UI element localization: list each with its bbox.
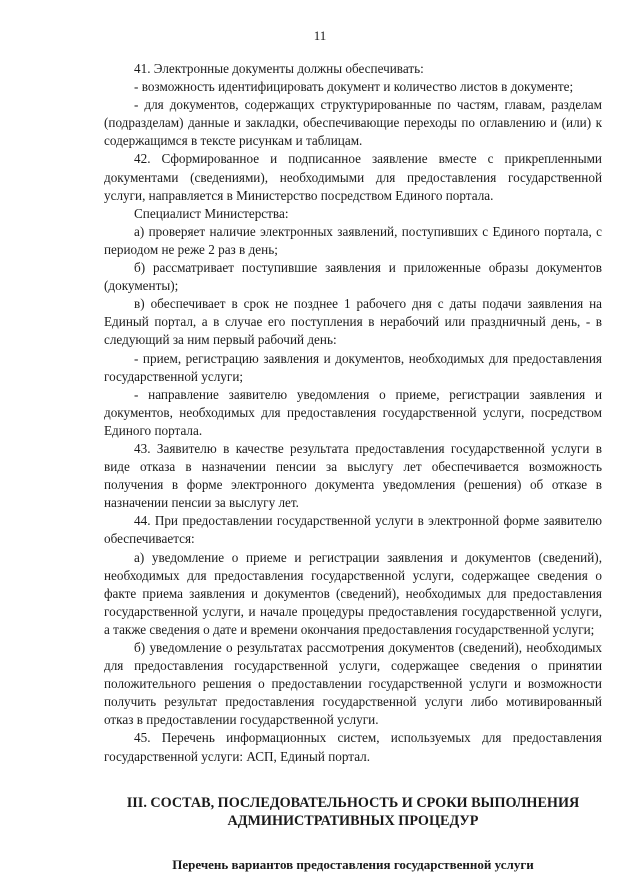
paragraph-44-b: б) уведомление о результатах рассмотрения документов (сведений), необходимых для предоставления государственной услуги, содержащее сведения о принятии положительного решения о предоставлении государственной услуги и возможности получить результат предоставления государственной услуги либо мотивированный отказ в предоставлении государственной услуги. [104,640,602,728]
paragraph-specialist-a: а) проверяет наличие электронных заявлений, поступивших с Единого портала, с периодом не реже 2 раз в день; [104,223,602,257]
paragraph-41-item-2: - для документов, содержащих структурированные по частям, главам, разделам (подразделам) данные и закладки, обеспечивающие переходы по оглавлению и (или) к содержащимся в тексте рисункам и таблицам. [104,97,602,149]
paragraph-43: 43. Заявителю в качестве результата предоставления государственной услуги в виде отказа в назначении пенсии за выслугу лет обеспечивается возможность получения в форме электронного документа уведомления (решения) об отказе в назначении пенсии за выслугу лет. [104,440,602,511]
paragraph-specialist-c-item-2: - направление заявителю уведомления о приеме, регистрации заявления и документов, необходимых для предоставления государственной услуги, посредством Единого портала. [104,386,602,438]
paragraph-specialist-c: в) обеспечивает в срок не позднее 1 рабочего дня с даты подачи заявления на Единый портал, а в случае его поступления в нерабочий или праздничный день, - в следующий за ним первый рабочий день: [104,296,602,348]
section-heading: III. СОСТАВ, ПОСЛЕДОВАТЕЛЬНОСТЬ И СРОКИ ВЫПОЛНЕНИЯ АДМИНИСТРАТИВНЫХ ПРОЦЕДУР [126,794,580,829]
paragraph-specialist-c-item-1: - прием, регистрацию заявления и документов, необходимых для предоставления государственной услуги; [104,350,602,384]
subsection-heading: Перечень вариантов предоставления государственной услуги [172,856,534,872]
paragraph-45: 45. Перечень информационных систем, используемых для предоставления государственной услуги: АСП, Единый портал. [104,730,602,764]
paragraph-41-item-1: - возможность идентифицировать документ и количество листов в документе; [134,79,574,95]
document-body [104,60,602,874]
paragraph-42: 42. Сформированное и подписанное заявление вместе с прикрепленными документами (сведениями), необходимыми для предоставления государственной услуги, направляется в Министерство посредством Единого портала. [104,151,602,203]
paragraph-specialist-b: б) рассматривает поступившие заявления и приложенные образы документов (документы); [104,260,602,294]
paragraph-specialist: Специалист Министерства: [134,205,289,221]
paragraph-41: 41. Электронные документы должны обеспечивать: [134,61,424,76]
paragraph-44-a: а) уведомление о приеме и регистрации заявления и документов (сведений), необходимых для предоставления государственной услуги, содержащее сведения о факте приема заявления и документов (сведений), необходимых для предоставления государственной услуги, и начале процедуры предоставления государственной услуги, а также сведения о дате и времени окончания предоставления государственной услуги; [104,549,602,637]
paragraph-44: 44. При предоставлении государственной услуги в электронной форме заявителю обеспечивается: [104,513,602,547]
page-number: 11 [313,28,327,43]
